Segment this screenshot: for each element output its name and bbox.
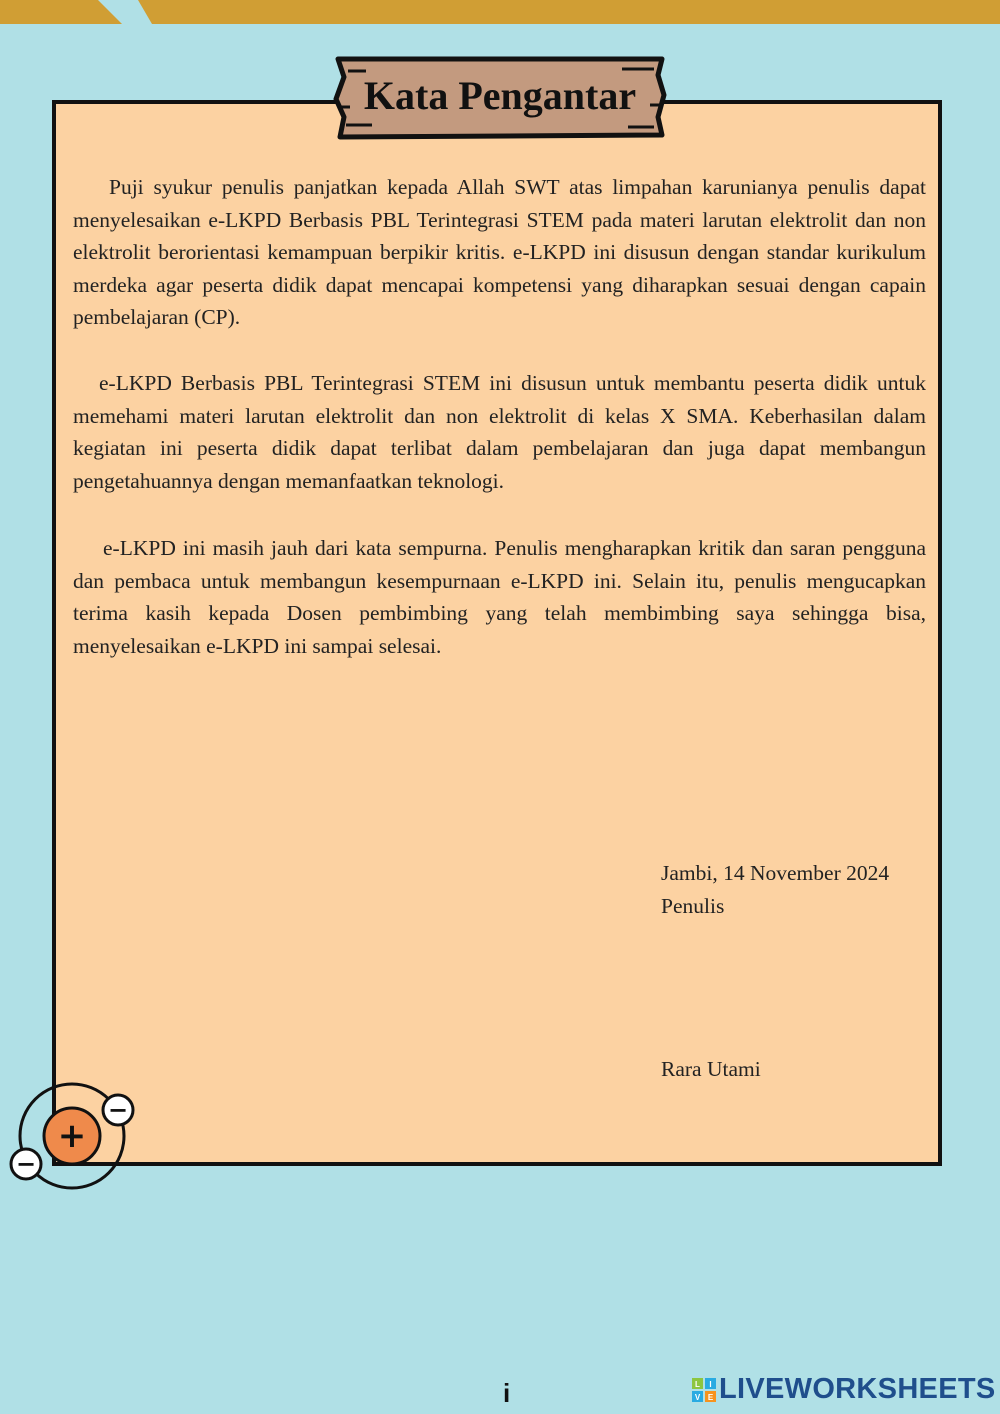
svg-text:L: L	[695, 1379, 700, 1389]
paragraph-3: e-LKPD ini masih jauh dari kata sempurna. Penulis mengharapkan kritik dan saran pengguna dan pembaca untuk membangun kesempurnaan e-LKPD ini. Selain itu, penulis mengucapkan terima kasih kepada Dosen pembimbing yang telah membimbing saya sehingga bisa, menyelesaikan e-LKPD ini sampai selesai.	[73, 536, 926, 658]
top-decorative-bar	[0, 0, 1000, 24]
signature-place-date: Jambi, 14 November 2024	[661, 861, 890, 885]
page-number: i	[503, 1378, 511, 1408]
svg-text:I: I	[709, 1379, 712, 1389]
liveworksheets-brand	[692, 1373, 996, 1406]
atom-core-symbol: +	[57, 1116, 87, 1156]
signature-name: Rara Utami	[661, 1057, 761, 1081]
paragraph-1: Puji syukur penulis panjatkan kepada Allah SWT atas limpahan karunianya penulis dapat menyelesaikan e-LKPD Berbasis PBL Terintegrasi STEM pada materi larutan elektrolit dan non elektrolit berorientasi kemampuan berpikir kritis. e-LKPD ini disusun dengan standar kurikulum merdeka agar peserta didik dapat mencapai kompetensi yang diharapkan sesuai dengan capain pembelajaran (CP).	[73, 175, 926, 330]
liveworksheets-logo-icon	[692, 1378, 716, 1402]
svg-text:E: E	[707, 1392, 714, 1402]
paragraph-2: e-LKPD Berbasis PBL Terintegrasi STEM ini disusun untuk membantu peserta didik untuk memehami materi larutan elektrolit dan non elektrolit di kelas X SMA. Keberhasilan dalam kegiatan ini peserta didik dapat terlibat dalam pembelajaran dan juga dapat membangun pengetahuannya dengan memanfaatkan teknologi.	[73, 371, 926, 493]
title-plaque	[332, 55, 668, 145]
signature-role: Penulis	[661, 894, 725, 918]
svg-text:V: V	[694, 1392, 701, 1402]
electron-symbol-1: −	[107, 1096, 129, 1124]
liveworksheets-wordmark[interactable]: LIVEWORKSHEETS	[719, 1373, 996, 1405]
atom-icon	[5, 1078, 140, 1193]
page-title: Kata Pengantar	[363, 72, 637, 118]
electron-symbol-2: −	[15, 1150, 37, 1178]
